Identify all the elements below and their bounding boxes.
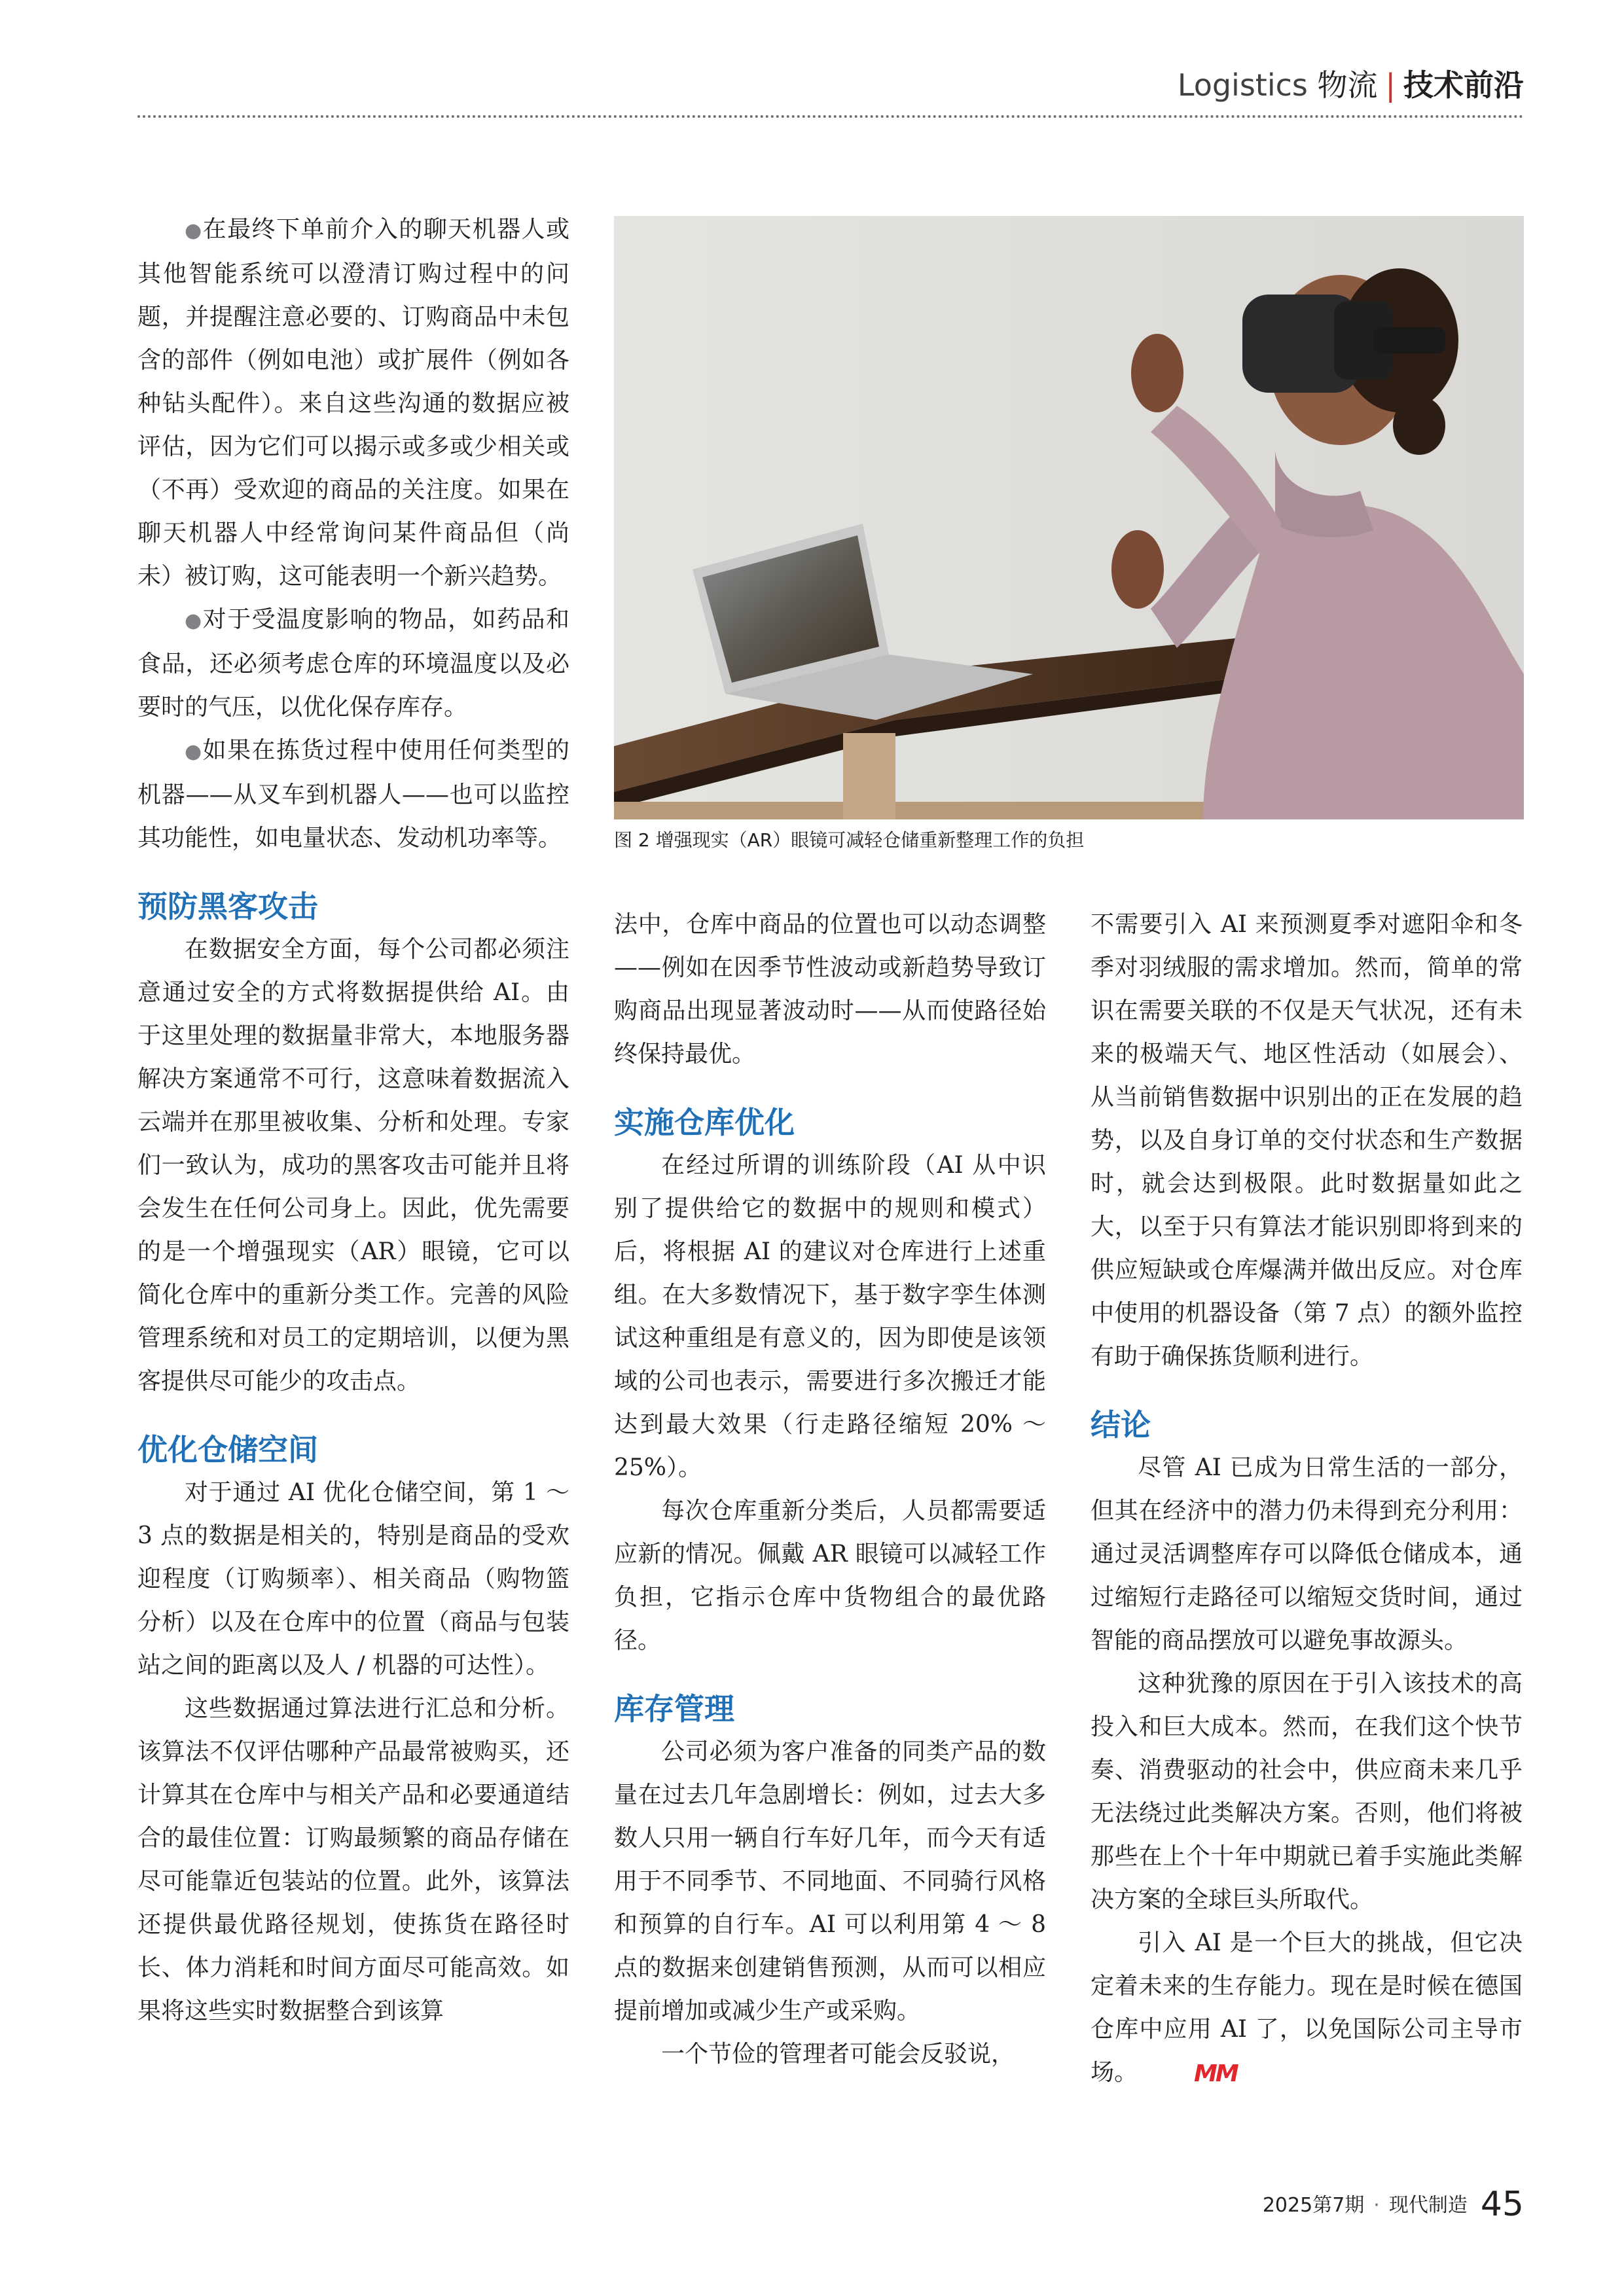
bullet-paragraph: ●在最终下单前介入的聊天机器人或其他智能系统可以澄清订购过程中的问题，并提醒注意必要的、订购商品中未包含的部件（例如电池）或扩展件（例如各种钻头配件）。来自这些沟通的数据应被评估，因为它们可以揭示或多或少相关或（不再）受欢迎的商品的关注度。如果在聊天机器人中经常询问某件商品但（尚未）被订购，这可能表明一个新兴趋势。 [137, 216, 569, 590]
bullet-dot-icon: ● [185, 740, 203, 763]
heading-inventory: 库存管理 [614, 1691, 734, 1727]
footer-issue: 2025第7期 [1262, 2194, 1365, 2217]
paragraph: 这些数据通过算法进行汇总和分析。该算法不仅评估哪种产品最常被购买，还计算其在仓库中与相关产品和必要通道结合的最佳位置：订购最频繁的商品存储在尽可能靠近包装站的位置。此外，该算法还提供最优路径规划，使拣货在路径时长、体力消耗和时间方面尽可能高效。如果将这些实时数据整合到该算 [137, 1695, 569, 2024]
mm-end-logo: MM [1194, 2060, 1237, 2087]
paragraph: 这种犹豫的原因在于引入该技术的高投入和巨大成本。然而，在我们这个快节奏、消费驱动的社会中，供应商未来几乎无法绕过此类解决方案。否则，他们将被那些在上个十年中期就已着手实施此类解决方案的全球巨头所取代。 [1091, 1670, 1523, 1913]
heading-hacker: 预防黑客攻击 [137, 889, 318, 924]
bullet-dot-icon: ● [185, 609, 203, 632]
running-header [1178, 65, 1524, 105]
paragraph: 法中，仓库中商品的位置也可以动态调整——例如在因季节性波动或新趋势导致订购商品出现显著波动时——从而使路径始终保持最优。 [614, 911, 1046, 1067]
bullet-paragraph: ●对于受温度影响的物品，如药品和食品，还必须考虑仓库的环境温度以及必要时的气压，以优化保存库存。 [137, 606, 569, 721]
paragraph: 一个节俭的管理者可能会反驳说， [661, 2041, 1015, 2068]
figure-vr-photo [614, 216, 1524, 819]
footer-magazine: 现代制造 [1388, 2194, 1468, 2217]
bullet-dot-icon: ● [185, 219, 203, 242]
paragraph: 每次仓库重新分类后，人员都需要适应新的情况。佩戴 AR 眼镜可以减轻工作负担，它指示仓库中货物组合的最优路径。 [614, 1498, 1046, 1654]
bullet-paragraph: ●如果在拣货过程中使用任何类型的机器——从叉车到机器人——也可以监控其功能性，如电量状态、发动机功率等。 [137, 737, 569, 852]
heading-implementation: 实施仓库优化 [614, 1105, 795, 1140]
header-subsection: 技术前沿 [1403, 67, 1524, 103]
paragraph: 在经过所谓的训练阶段（AI 从中识别了提供给它的数据中的规则和模式）后，将根据 AI 的建议对仓库进行上述重组。在大多数情况下，基于数字孪生体测试这种重组是有意义的，因为即使是该领域的公司也表示，需要进行多次搬迁才能达到最大效果（行走路径缩短 20% ～ 25%）。 [614, 1152, 1046, 1481]
header-section-en: Logistics [1177, 67, 1308, 103]
paragraph: 对于通过 AI 优化仓储空间，第 1 ～ 3 点的数据是相关的，特别是商品的受欢迎程度（订购频率）、相关商品（购物篮分析）以及在仓库中的位置（商品与包装站之间的距离以及人 / 机器的可达性）。 [137, 1479, 569, 1679]
paragraph: 不需要引入 AI 来预测夏季对遮阳伞和冬季对羽绒服的需求增加。然而，简单的常识在需要关联的不仅是天气状况，还有未来的极端天气、地区性活动（如展会）、从当前销售数据中识别出的正在发展的趋势，以及自身订单的交付状态和生产数据时，就会达到极限。此时数据量如此之大，以至于只有算法才能识别即将到来的供应短缺或仓库爆满并做出反应。对仓库中使用的机器设备（第 7 点）的额外监控有助于确保拣货顺利进行。 [1091, 911, 1523, 1370]
page-number: 45 [1480, 2185, 1524, 2224]
vr-woman-illustration [614, 216, 1524, 819]
paragraph: 引入 AI 是一个巨大的挑战，但它决定着未来的生存能力。现在是时候在德国仓库中应用 AI 了，以免国际公司主导市场。 MM [1091, 1929, 1523, 2087]
paragraph: 尽管 AI 已成为日常生活的一部分，但其在经济中的潜力仍未得到充分利用：通过灵活调整库存可以降低仓储成本，通过缩短行走路径可以缩短交货时间，通过智能的商品摆放可以避免事故源头。 [1091, 1454, 1523, 1654]
column-3 [1091, 903, 1523, 2094]
figure-caption: 图 2 增强现实（AR）眼镜可减轻仓储重新整理工作的负担 [614, 829, 1085, 851]
footer-separator: · [1373, 2194, 1380, 2217]
header-section-cn: 物流 [1317, 67, 1378, 103]
paragraph: 在数据安全方面，每个公司都必须注意通过安全的方式将数据提供给 AI。由于这里处理的数据量非常大，本地服务器解决方案通常不可行，这意味着数据流入云端并在那里被收集、分析和处理。专家们一致认为，成功的黑客攻击可能并且将会发生在任何公司身上。因此，优先需要的是一个增强现实（AR）眼镜，它可以简化仓库中的重新分类工作。完善的风险管理系统和对员工的定期培训，以便为黑客提供尽可能少的攻击点。 [137, 936, 569, 1395]
paragraph: 公司必须为客户准备的同类产品的数量在过去几年急剧增长：例如，过去大多数人只用一辆自行车好几年，而今天有适用于不同季节、不同地面、不同骑行风格和预算的自行车。AI 可以利用第 4 ～ 8 点的数据来创建销售预测，从而可以相应提前增加或减少生产或采购。 [614, 1738, 1046, 2024]
column-2 [614, 903, 1046, 2076]
heading-conclusion: 结论 [1091, 1407, 1151, 1443]
column-1 [137, 208, 569, 2033]
page-footer [1263, 2185, 1524, 2224]
header-dotted-rule [137, 115, 1524, 118]
heading-storage-space: 优化仓储空间 [137, 1432, 318, 1467]
header-divider: | [1385, 67, 1396, 103]
